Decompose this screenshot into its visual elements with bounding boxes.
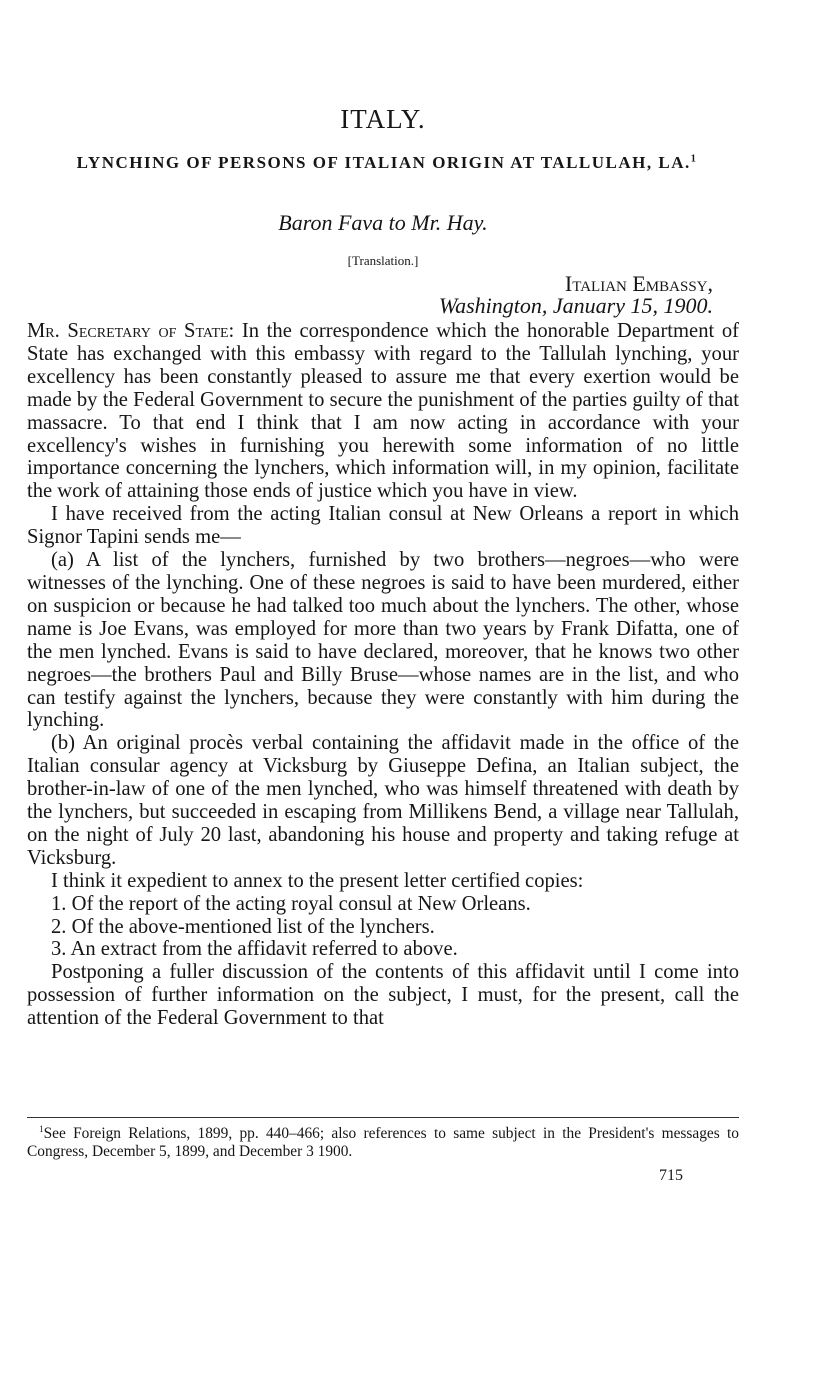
paragraph-2: I have received from the acting Italian consul at New Orleans a report in which Signor Tapini sends me— <box>27 503 739 549</box>
footnote-ref: 1 <box>690 153 698 165</box>
footnote-divider <box>27 1117 739 1118</box>
salutation: Mr. Secretary of State: <box>27 320 235 342</box>
footnote-marker: 1 <box>39 1123 44 1134</box>
footnote <box>27 1125 739 1161</box>
item-b-text: An original procès verbal containing the affidavit made in the office of the Italian consular agency at Vicksburg by Giuseppe Defina, an Italian subject, the brother-in-law of one of the men lynched, who was himself threatened with death by the lynchers, but succeeded in escaping from Millikens Bend, a village near Tallulah, on the night of July 20 last, abandoning his house and property and taking refuge at Vicksburg. <box>27 732 739 869</box>
footnote-text: See Foreign Relations, 1899, pp. 440–466; also references to same subject in the President's messages to Congress, December 5, 1899, and December 3 1900. <box>27 1125 739 1160</box>
item-a-label: (a) <box>51 549 74 572</box>
list-item-3: 3. An extract from the affidavit referred to above. <box>51 938 458 961</box>
subject-text: LYNCHING OF PERSONS OF ITALIAN ORIGIN AT TALLULAH, LA. <box>76 153 691 172</box>
subject-heading <box>47 153 727 172</box>
country-title: ITALY. <box>340 104 426 134</box>
item-a <box>27 549 739 732</box>
page-number: 715 <box>659 1167 683 1184</box>
list-item-2: 2. Of the above-mentioned list of the lynchers. <box>51 915 435 938</box>
sender-line: Italian Embassy, <box>564 271 713 296</box>
paragraph-3: I think it expedient to annex to the present letter certified copies: <box>51 869 584 892</box>
paragraph-1-text: In the correspondence which the honorable Department of State has exchanged with this embassy with regard to the Tallulah lynching, your excellency has been constantly pleased to assure me that every exertion would be made by the Federal Government to secure the punishment of the parties guilty of that massacre. To that end I think that I am now acting in accordance with your excellency's wishes in furnishing you herewith some information of no little importance concerning the lynchers, which information will, in my opinion, facilitate the work of attaining those ends of justice which you have in view. <box>27 320 739 503</box>
item-b <box>27 732 739 869</box>
paragraph-4: Postponing a fuller discussion of the contents of this affidavit until I come into possession of further information on the subject, I must, for the present, call the attention of the Federal Government to that <box>27 961 739 1030</box>
item-a-text: A list of the lynchers, furnished by two brothers—negroes—who were witnesses of the lynching. One of these negroes is said to have been murdered, either on suspicion or because he had talked too much about the lynchers. The other, whose name is Joe Evans, was employed for more than two years by Frank Difatta, one of the men lynched. Evans is said to have declared, moreover, that he knows two other negroes—the brothers Paul and Billy Bruse—whose names are in the list, and who can testify against the lynchers, because they were constantly with him during the lynching. <box>27 549 740 732</box>
letter-body <box>27 320 739 1030</box>
item-b-label: (b) <box>51 732 76 755</box>
translation-note: [Translation.] <box>347 253 419 268</box>
correspondents-line: Baron Fava to Mr. Hay. <box>278 210 488 235</box>
place-date-line: Washington, January 15, 1900. <box>438 293 713 318</box>
list-item-1: 1. Of the report of the acting royal consul at New Orleans. <box>51 892 531 915</box>
paragraph-1 <box>27 320 739 503</box>
